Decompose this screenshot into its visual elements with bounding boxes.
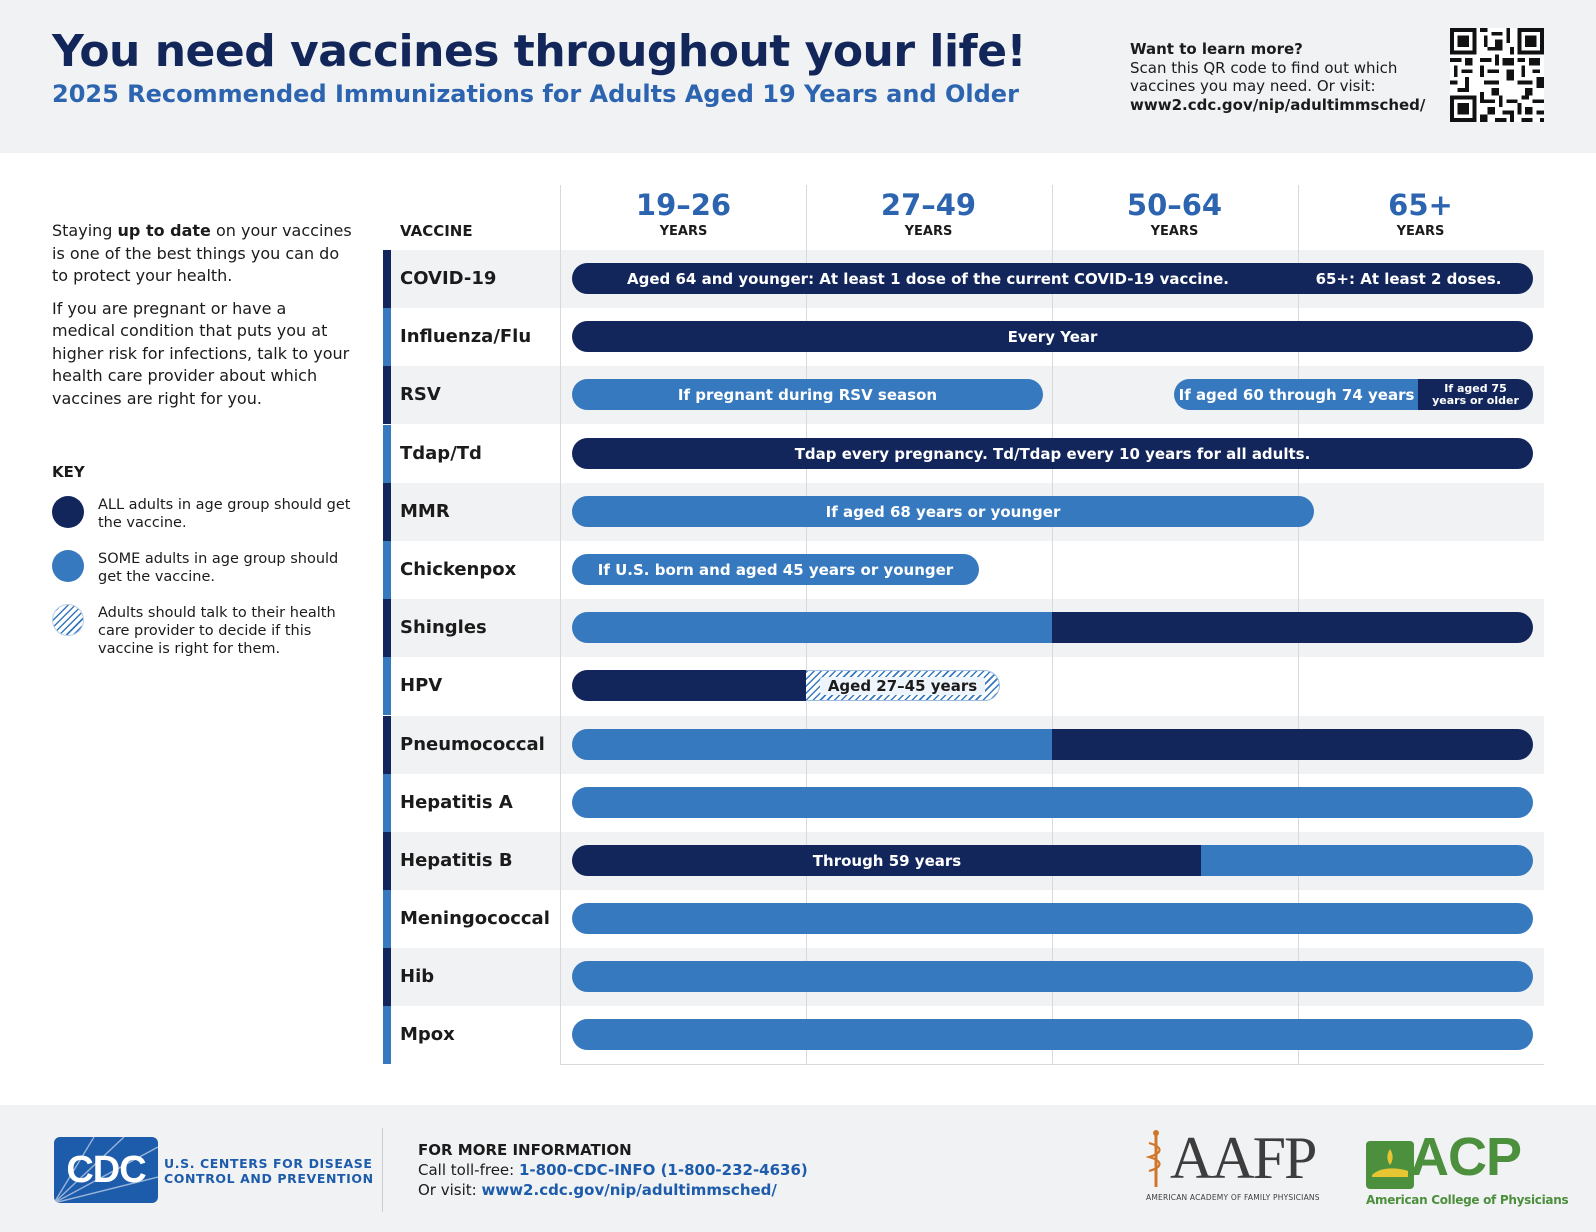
pneumococcal-all-bar: [1052, 729, 1533, 760]
vaccine-name: Tdap/Td: [400, 443, 482, 464]
row-accent: [383, 890, 391, 948]
row-accent: [383, 832, 391, 890]
learn-more-text: Scan this QR code to find out which vaccines you may need. Or visit:: [1130, 58, 1398, 95]
key-title: KEY: [52, 463, 85, 481]
dark-circle-icon: [52, 496, 84, 528]
row-accent: [383, 1006, 391, 1064]
covid-65-bar-label: 65+: At least 2 doses.: [1315, 269, 1502, 288]
age-column-50-64: 50–64 YEARS: [1126, 188, 1223, 239]
meningococcal-some-bar: [572, 903, 1533, 934]
vaccine-name: Pneumococcal: [400, 734, 545, 755]
mmr-bar-label: If aged 68 years or younger: [825, 502, 1061, 521]
pneumococcal-some-bar: [572, 729, 1053, 760]
key-item-some: [52, 550, 352, 590]
vaccine-name: Meningococcal: [400, 908, 550, 929]
hpv-talk-bar: [806, 670, 1000, 701]
caduceus-icon: [1146, 1129, 1166, 1189]
visit-line: Or visit: www2.cdc.gov/nip/adultimmsched/: [418, 1181, 777, 1199]
hpv-all-bar: [572, 670, 807, 701]
aafp-wordmark: AAFP: [1170, 1125, 1316, 1191]
vaccine-column-header: VACCINE: [400, 222, 473, 240]
vaccine-name: Hib: [400, 966, 435, 987]
rsv-75-plus-label: If aged 75 years or older: [1432, 381, 1519, 407]
key-talk-text: Adults should talk to their health care provider to decide if this vaccine is right for them.: [98, 605, 336, 657]
more-info: [418, 1140, 808, 1200]
rsv-60-74-label: If aged 60 through 74 years: [1178, 385, 1415, 404]
key-item-talk: [52, 604, 352, 657]
qr-code-icon[interactable]: [1450, 28, 1544, 122]
cdc-name: U.S. CENTERS FOR DISEASE CONTROL AND PREVENTION: [164, 1156, 374, 1186]
row-accent: [383, 541, 391, 599]
row-accent: [383, 250, 391, 308]
covid-bar-label: Aged 64 and younger: At least 1 dose of the current COVID-19 vaccine.: [627, 269, 1229, 288]
hepatitis-b-bar-label: Through 59 years: [812, 851, 962, 870]
shingles-all-bar: [1052, 612, 1533, 643]
acp-lamp-icon: [1366, 1141, 1414, 1189]
acp-logo: [1366, 1127, 1569, 1207]
age-column-19-26: 19–26 YEARS: [635, 188, 732, 239]
row-accent: [383, 657, 391, 715]
vaccine-name: COVID-19: [400, 268, 497, 289]
row-accent: [383, 308, 391, 366]
phone-link[interactable]: 1-800-CDC-INFO (1-800-232-4636): [518, 1161, 808, 1179]
vaccine-name: Shingles: [400, 617, 487, 638]
learn-more-box: [1130, 40, 1426, 114]
row-accent: [383, 948, 391, 1006]
acp-wordmark: ACP: [1410, 1127, 1522, 1187]
row-accent: [383, 483, 391, 541]
aafp-name: AMERICAN ACADEMY OF FAMILY PHYSICIANS: [1146, 1193, 1320, 1202]
row-accent: [383, 425, 391, 483]
rsv-pregnant-bar: [572, 379, 1043, 410]
rsv-pregnant-label: If pregnant during RSV season: [677, 385, 938, 404]
hatched-circle-icon: [52, 604, 84, 636]
acp-name: American College of Physicians: [1366, 1193, 1569, 1207]
chickenpox-bar-label: If U.S. born and aged 45 years or younger: [597, 560, 954, 579]
website-link[interactable]: www2.cdc.gov/nip/adultimmsched/: [481, 1181, 777, 1199]
intro-emphasis: up to date: [117, 221, 211, 240]
age-column-65-plus: 65+ YEARS: [1388, 188, 1453, 239]
rsv-60-74-bar: [1174, 379, 1419, 410]
mpox-some-bar: [572, 1019, 1533, 1050]
influenza-bar-label: Every Year: [1007, 327, 1098, 346]
footer-divider: [382, 1128, 383, 1212]
key-some-text: SOME adults in age group should get the vaccine.: [98, 551, 339, 585]
vaccine-name: Chickenpox: [400, 559, 517, 580]
learn-more-url[interactable]: www2.cdc.gov/nip/adultimmsched/: [1130, 95, 1426, 114]
hepatitis-b-all-bar: [572, 845, 1202, 876]
column-divider: [560, 185, 561, 1065]
vaccine-name: MMR: [400, 501, 450, 522]
cdc-logo: [54, 1137, 158, 1203]
vaccine-name: Hepatitis A: [400, 792, 513, 813]
page-title: You need vaccines throughout your life!: [52, 26, 1027, 77]
more-info-title: FOR MORE INFORMATION: [418, 1141, 632, 1159]
vaccine-name: RSV: [400, 384, 441, 405]
chickenpox-some-bar: [572, 554, 979, 585]
intro-paragraph-2: If you are pregnant or have a medical condition that puts you at higher risk for infections, talk to your health care provider about which vaccines are right for you.: [52, 298, 350, 408]
row-accent: [383, 599, 391, 657]
aafp-logo: [1146, 1125, 1326, 1205]
intro-paragraph-1: Staying up to date on your vaccines is one of the best things you can do to protect your health.: [52, 221, 352, 285]
page-subtitle: 2025 Recommended Immunizations for Adults Aged 19 Years and Older: [52, 80, 1019, 108]
key-item-all: [52, 496, 352, 536]
key-all-text: ALL adults in age group should get the vaccine.: [98, 497, 351, 531]
shingles-some-bar: [572, 612, 1053, 643]
influenza-all-bar: [572, 321, 1533, 352]
learn-more-title: Want to learn more?: [1130, 40, 1303, 58]
vaccine-name: Influenza/Flu: [400, 326, 532, 347]
rsv-75-plus-bar: [1418, 379, 1533, 410]
row-accent: [383, 774, 391, 832]
tdap-all-bar: [572, 438, 1533, 469]
hepatitis-b-some-bar: [1201, 845, 1533, 876]
row-accent: [383, 366, 391, 424]
intro-text: [52, 220, 352, 420]
age-column-27-49: 27–49 YEARS: [880, 188, 977, 239]
vaccine-name: Mpox: [400, 1024, 455, 1045]
cdc-logo-text: CDC: [66, 1149, 146, 1191]
covid-all-bar: [572, 263, 1533, 294]
hib-some-bar: [572, 961, 1533, 992]
light-circle-icon: [52, 550, 84, 582]
hpv-talk-label: Aged 27–45 years: [820, 677, 985, 695]
vaccine-name: HPV: [400, 675, 443, 696]
table-bottom-rule: [560, 1064, 1544, 1065]
hepatitis-a-some-bar: [572, 787, 1533, 818]
vaccine-name: Hepatitis B: [400, 850, 513, 871]
tdap-bar-label: Tdap every pregnancy. Td/Tdap every 10 years for all adults.: [794, 444, 1311, 463]
tollfree-line: Call toll-free: 1-800-CDC-INFO (1-800-232-4636): [418, 1161, 808, 1179]
mmr-some-bar: [572, 496, 1314, 527]
row-accent: [383, 716, 391, 774]
